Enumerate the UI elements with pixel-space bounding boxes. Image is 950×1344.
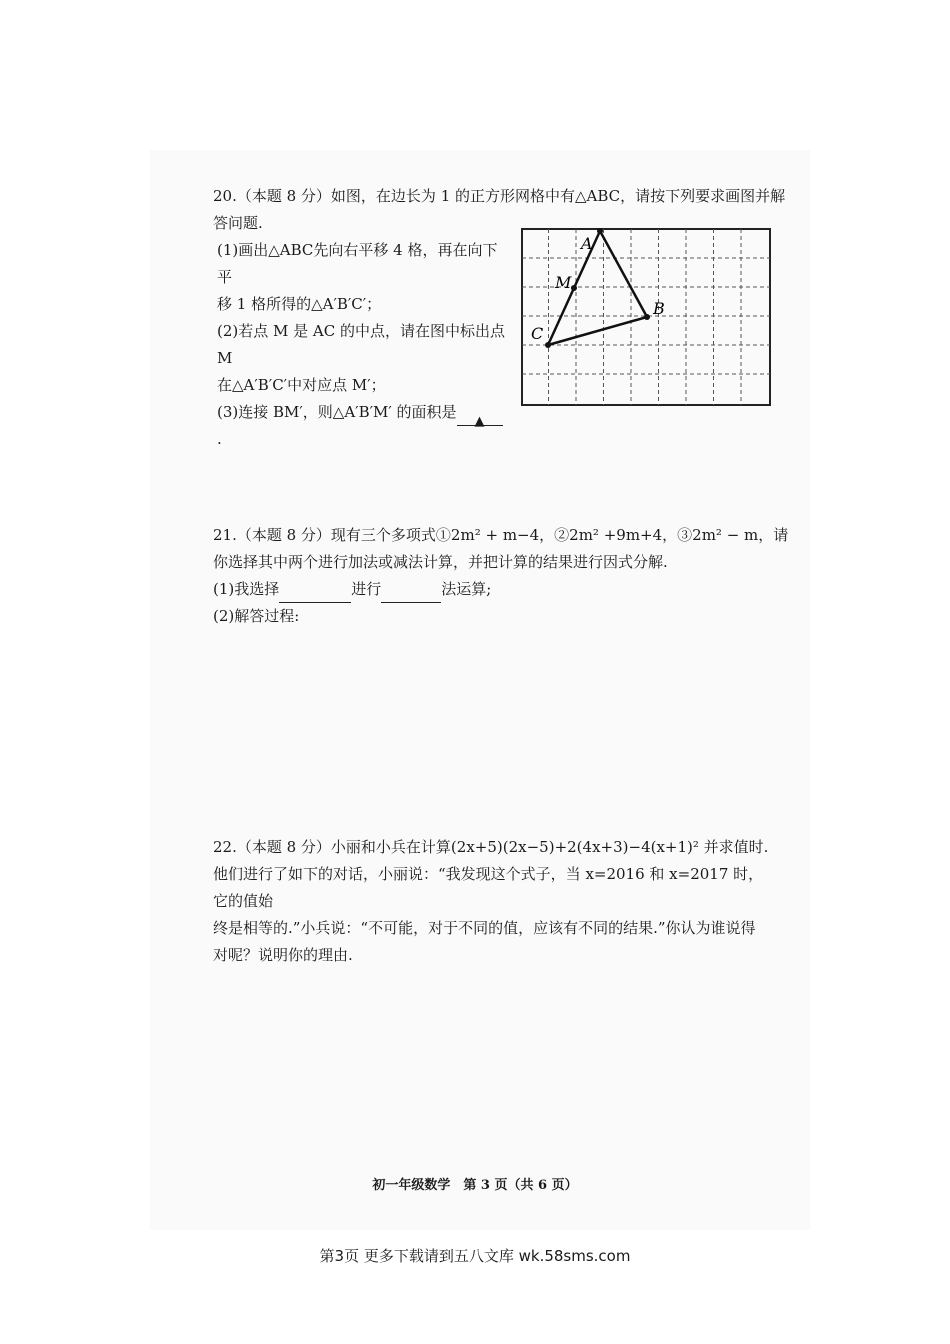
q20-answer-blank [457, 407, 503, 429]
page-footer: 初一年级数学 第 3 页（共 6 页） [372, 1178, 578, 1193]
q21-blank-operation[interactable] [381, 584, 441, 603]
q20-item2a: (2)若点 M 是 AC 的中点，请在图中标出点 M [217, 322, 505, 367]
label-a: A [581, 234, 593, 253]
point-a [597, 228, 603, 234]
q21-item1-pre: (1)我选择 [213, 580, 280, 598]
q22-line2: 他们进行了如下的对话，小丽说：“我发现这个式子，当 x=2016 和 x=2017 时，它的值始 [213, 865, 764, 910]
q20-item3-text: (3)连接 BM′，则△A′B′M′ 的面积是 [217, 403, 457, 421]
q21-item1-mid: 进行 [351, 580, 382, 598]
q22-line3: 终是相等的.”小兵说：“不可能，对于不同的值，应该有不同的结果.”你认为谁说得 [213, 919, 756, 937]
q21-line1: 21.（本题 8 分）现有三个多项式①2m² + m−4，②2m² +9m+4，③2m² − m，请 [213, 526, 789, 544]
q20-item1a: (1)画出△ABC先向右平移 4 格，再在向下平 [217, 241, 498, 286]
q20-item3 [217, 399, 507, 453]
label-b: B [653, 299, 665, 318]
point-m [571, 285, 577, 291]
q20-item1b: 移 1 格所得的△A′B′C′； [217, 295, 382, 313]
point-b [644, 314, 650, 320]
label-m: M [555, 273, 572, 292]
q21-item1-post: 法运算; [441, 580, 492, 598]
question-21 [213, 522, 793, 630]
q20-line1: 20.（本题 8 分）如图，在边长为 1 的正方形网格中有△ABC，请按下列要求画图并解 [213, 187, 786, 205]
q21-blank-choice[interactable] [279, 584, 351, 603]
q20-item2b: 在△A′B′C′中对应点 M′； [217, 376, 386, 394]
label-c: C [531, 324, 544, 343]
square-grid-figure [521, 228, 771, 406]
q21-item1 [213, 576, 793, 603]
download-note: 第3页 更多下载请到五八文库 wk.58sms.com [319, 1247, 631, 1265]
q22-line4: 对呢？说明你的理由. [213, 946, 353, 964]
point-c [545, 342, 551, 348]
answer-triangle-icon: ▲ [474, 414, 485, 429]
q20-items [217, 237, 507, 453]
q21-line2: 你选择其中两个进行加法或减法计算，并把计算的结果进行因式分解. [213, 553, 668, 571]
q21-item2: (2)解答过程: [213, 607, 300, 625]
q22-line1: 22.（本题 8 分）小丽和小兵在计算(2x+5)(2x−5)+2(4x+3)−4(x+1)² 并求值时. [213, 838, 769, 856]
q20-line2: 答问题. [213, 214, 263, 232]
question-22 [213, 834, 773, 969]
q20-end: . [217, 430, 222, 448]
